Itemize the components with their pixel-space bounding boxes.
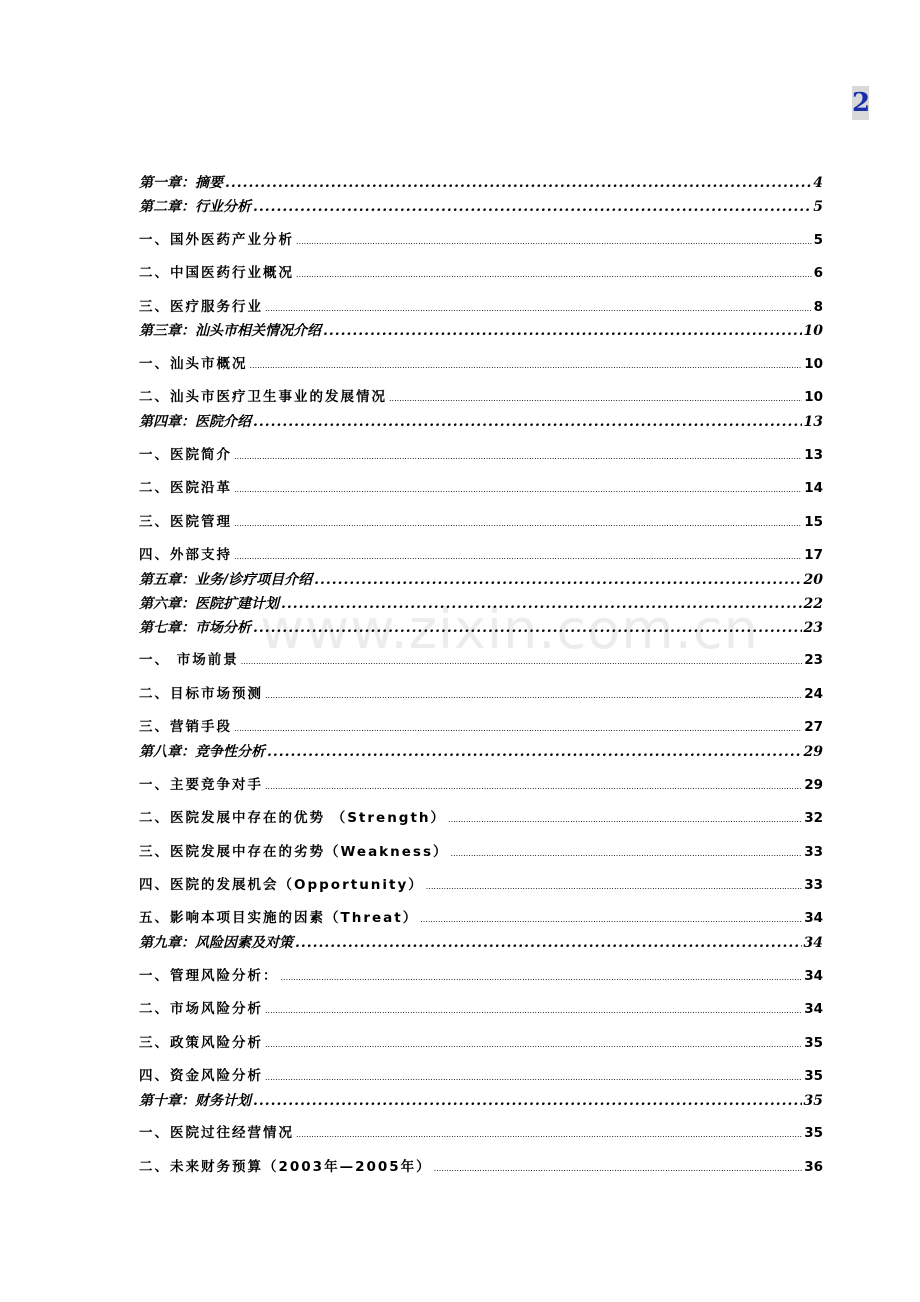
toc-entry-label: 三、营销手段 — [139, 719, 232, 735]
toc-entry-page: 23 — [804, 652, 823, 668]
toc-entry-label: 一、汕头市概况 — [139, 356, 248, 372]
toc-entry-label: 四、资金风险分析 — [139, 1068, 263, 1084]
toc-section-entry[interactable] — [139, 1031, 823, 1051]
toc-entry-label: 三、医疗服务行业 — [139, 299, 263, 315]
toc-section-entry[interactable] — [139, 1064, 823, 1084]
toc-section-entry[interactable] — [139, 773, 823, 793]
toc-entry-page: 35 — [804, 1068, 823, 1084]
dot-leader — [234, 452, 802, 461]
toc-chapter-entry[interactable] — [139, 932, 823, 952]
toc-entry-label: 一、管理风险分析： — [139, 968, 279, 984]
dot-leader — [253, 414, 802, 430]
toc-entry-label: 第五章：业务/诊疗项目介绍 — [139, 572, 313, 588]
toc-entry-page: 13 — [803, 414, 823, 430]
dot-leader — [265, 1040, 802, 1049]
toc-chapter-entry[interactable] — [139, 411, 823, 431]
dot-leader — [253, 620, 802, 636]
toc-entry-page: 6 — [813, 265, 823, 281]
toc-entry-page: 13 — [804, 447, 823, 463]
toc-entry-page: 24 — [804, 686, 823, 702]
toc-entry-page: 35 — [804, 1125, 823, 1141]
toc-chapter-entry[interactable] — [139, 320, 823, 340]
dot-leader — [253, 1093, 802, 1109]
toc-entry-page: 33 — [804, 877, 823, 893]
toc-entry-label: 第十章：财务计划 — [139, 1093, 251, 1109]
toc-section-entry[interactable] — [139, 261, 823, 281]
toc-entry-label: 第四章：医院介绍 — [139, 414, 251, 430]
toc-section-entry[interactable] — [139, 543, 823, 563]
toc-section-entry[interactable] — [139, 648, 823, 668]
dot-leader — [281, 596, 802, 612]
dot-leader — [448, 815, 802, 824]
dot-leader — [253, 199, 811, 215]
dot-leader — [265, 1006, 802, 1015]
dot-leader — [234, 724, 802, 733]
toc-entry-page: 10 — [804, 356, 823, 372]
dot-leader — [434, 1164, 803, 1173]
dot-leader — [295, 935, 802, 951]
dot-leader — [241, 657, 803, 666]
toc-entry-page: 10 — [803, 323, 823, 339]
toc-section-entry[interactable] — [139, 906, 823, 926]
dot-leader — [250, 361, 803, 370]
dot-leader — [234, 519, 802, 528]
toc-entry-page: 10 — [804, 389, 823, 405]
toc-section-entry[interactable] — [139, 997, 823, 1017]
toc-section-entry[interactable] — [139, 295, 823, 315]
toc-entry-page: 34 — [804, 968, 823, 984]
toc-section-entry[interactable] — [139, 352, 823, 372]
toc-section-entry[interactable] — [139, 443, 823, 463]
toc-entry-label: 第六章：医院扩建计划 — [139, 596, 279, 612]
toc-entry-label: 一、 市场前景 — [139, 652, 239, 668]
toc-entry-label: 四、医院的发展机会（Opportunity） — [139, 877, 424, 893]
toc-section-entry[interactable] — [139, 682, 823, 702]
toc-entry-label: 三、政策风险分析 — [139, 1035, 263, 1051]
toc-chapter-entry[interactable] — [139, 196, 823, 216]
dot-leader — [314, 572, 801, 588]
toc-entry-page: 29 — [803, 744, 823, 760]
toc-entry-label: 一、主要竞争对手 — [139, 777, 263, 793]
toc-entry-page: 20 — [803, 572, 823, 588]
toc-section-entry[interactable] — [139, 228, 823, 248]
toc-entry-label: 一、国外医药产业分析 — [139, 232, 294, 248]
toc-entry-label: 五、影响本项目实施的因素（Threat） — [139, 910, 419, 926]
toc-chapter-entry[interactable] — [139, 593, 823, 613]
toc-section-entry[interactable] — [139, 873, 823, 893]
dot-leader — [267, 744, 802, 760]
dot-leader — [265, 691, 802, 700]
toc-entry-label: 第二章：行业分析 — [139, 199, 251, 215]
toc-entry-label: 二、汕头市医疗卫生事业的发展情况 — [139, 389, 387, 405]
toc-entry-page: 5 — [813, 232, 823, 248]
toc-entry-label: 二、医院发展中存在的优势 （Strength） — [139, 810, 447, 826]
dot-leader — [234, 485, 802, 494]
toc-entry-page: 27 — [804, 719, 823, 735]
toc-chapter-entry[interactable] — [139, 1090, 823, 1110]
dot-leader — [323, 323, 802, 339]
toc-entry-label: 一、医院过往经营情况 — [139, 1125, 294, 1141]
toc-section-entry[interactable] — [139, 840, 823, 860]
toc-entry-page: 35 — [804, 1035, 823, 1051]
toc-entry-label: 第三章：汕头市相关情况介绍 — [139, 323, 321, 339]
dot-leader — [234, 552, 802, 561]
toc-section-entry[interactable] — [139, 385, 823, 405]
page-number: 2 — [852, 88, 871, 118]
toc-entry-page: 23 — [803, 620, 823, 636]
toc-entry-page: 17 — [804, 547, 823, 563]
toc-entry-label: 二、未来财务预算（2003年—2005年） — [139, 1159, 432, 1175]
toc-entry-label: 第一章：摘要 — [139, 175, 223, 191]
dot-leader — [420, 915, 802, 924]
toc-entry-page: 15 — [804, 514, 823, 530]
toc-section-entry[interactable] — [139, 964, 823, 984]
dot-leader — [426, 882, 802, 891]
toc-section-entry[interactable] — [139, 510, 823, 530]
toc-entry-label: 三、医院发展中存在的劣势（Weakness） — [139, 844, 449, 860]
toc-chapter-entry[interactable] — [139, 569, 823, 589]
toc-entry-label: 二、目标市场预测 — [139, 686, 263, 702]
dot-leader — [281, 973, 803, 982]
dot-leader — [296, 237, 812, 246]
toc-entry-page: 8 — [813, 299, 823, 315]
toc-entry-label: 二、中国医药行业概况 — [139, 265, 294, 281]
toc-section-entry[interactable] — [139, 1121, 823, 1141]
toc-entry-page: 14 — [804, 480, 823, 496]
dot-leader — [265, 782, 802, 791]
toc-entry-page: 35 — [803, 1093, 823, 1109]
dot-leader — [451, 849, 803, 858]
toc-entry-page: 5 — [813, 199, 823, 215]
toc-entry-page: 33 — [804, 844, 823, 860]
dot-leader — [389, 394, 802, 403]
toc-entry-label: 三、医院管理 — [139, 514, 232, 530]
toc-section-entry[interactable] — [139, 715, 823, 735]
toc-chapter-entry[interactable] — [139, 741, 823, 761]
toc-section-entry[interactable] — [139, 476, 823, 496]
dot-leader — [265, 1073, 802, 1082]
toc-chapter-entry[interactable] — [139, 617, 823, 637]
toc-entry-page: 36 — [804, 1159, 823, 1175]
toc-chapter-entry[interactable] — [139, 172, 823, 192]
dot-leader — [225, 175, 811, 191]
toc-entry-label: 第九章：风险因素及对策 — [139, 935, 293, 951]
toc-entry-label: 二、医院沿革 — [139, 480, 232, 496]
toc-entry-page: 32 — [804, 810, 823, 826]
toc-entry-page: 34 — [804, 1001, 823, 1017]
dot-leader — [265, 304, 812, 313]
toc-entry-label: 第八章：竞争性分析 — [139, 744, 265, 760]
toc-section-entry[interactable] — [139, 1155, 823, 1175]
dot-leader — [296, 270, 812, 279]
toc-entry-label: 四、外部支持 — [139, 547, 232, 563]
toc-entry-page: 22 — [803, 596, 823, 612]
toc-entry-label: 第七章：市场分析 — [139, 620, 251, 636]
watermark: www.zixin.com.cn — [260, 598, 759, 661]
dot-leader — [296, 1130, 802, 1139]
toc-entry-page: 4 — [813, 175, 823, 191]
toc-entry-page: 34 — [803, 935, 823, 951]
toc-entry-label: 一、医院简介 — [139, 447, 232, 463]
toc-entry-label: 二、市场风险分析 — [139, 1001, 263, 1017]
toc-entry-page: 29 — [804, 777, 823, 793]
toc-entry-page: 34 — [804, 910, 823, 926]
toc-section-entry[interactable] — [139, 806, 823, 826]
